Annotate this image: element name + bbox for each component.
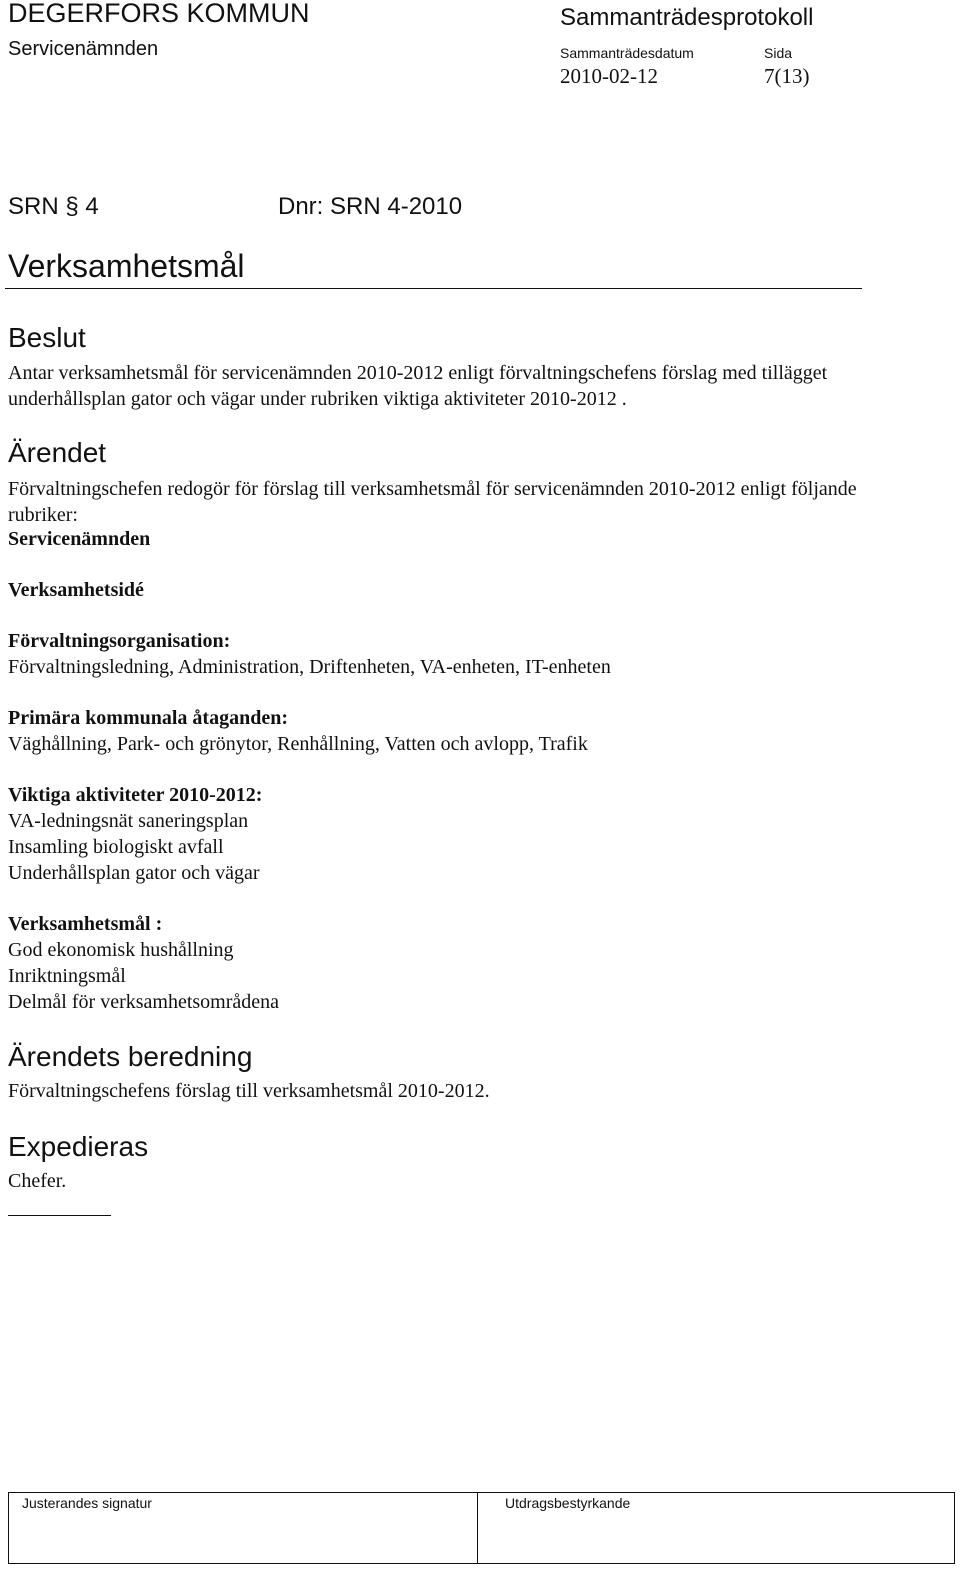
signature-label: Justerandes signatur <box>22 1495 152 1511</box>
end-divider <box>8 1215 111 1216</box>
title-divider <box>5 288 862 289</box>
page-label: Sida <box>764 45 793 61</box>
activity-item: VA-ledningsnät saneringsplan <box>8 810 249 832</box>
preparation-text: Förvaltningschefens förslag till verksamhetsmål 2010-2012. <box>8 1080 490 1102</box>
dispatch-heading: Expedieras <box>8 1131 149 1162</box>
organisation-text: Förvaltningsledning, Administration, Driftenheten, VA-enheten, IT-enheten <box>8 656 611 678</box>
committee-heading: Servicenämnden <box>8 528 151 550</box>
case-number: SRN § 4 <box>8 193 99 220</box>
goal-item: Inriktningsmål <box>8 965 126 987</box>
preparation-heading: Ärendets beredning <box>8 1041 253 1072</box>
vision-heading: Verksamhetsidé <box>8 579 144 601</box>
goal-item: God ekonomisk hushållning <box>8 939 234 961</box>
page-number: 7(13) <box>764 64 810 88</box>
organisation-heading: Förvaltningsorganisation: <box>8 630 231 652</box>
certification-label: Utdragsbestyrkande <box>505 1495 631 1511</box>
goals-heading: Verksamhetsmål : <box>8 913 163 935</box>
dispatch-text: Chefer. <box>8 1170 67 1192</box>
matter-heading: Ärendet <box>8 437 107 468</box>
matter-intro: Förvaltningschefen redogör för förslag till verksamhetsmål för servicenämnden 2010-2012 enligt följande rubriker: <box>8 478 857 526</box>
commitments-text: Väghållning, Park- och grönytor, Renhållning, Vatten och avlopp, Trafik <box>8 733 588 755</box>
decision-heading: Beslut <box>8 322 86 353</box>
activity-item: Underhållsplan gator och vägar <box>8 862 260 884</box>
activity-item: Insamling biologiskt avfall <box>8 836 224 858</box>
signature-box-divider <box>477 1492 478 1564</box>
committee-name: Servicenämnden <box>8 38 159 60</box>
document-type: Sammanträdesprotokoll <box>560 4 814 31</box>
meeting-date: 2010-02-12 <box>560 64 658 88</box>
diary-number: Dnr: SRN 4-2010 <box>278 193 463 220</box>
page-title: Verksamhetsmål <box>8 248 245 284</box>
commitments-heading: Primära kommunala åtaganden: <box>8 707 288 729</box>
activities-heading: Viktiga aktiviteter 2010-2012: <box>8 784 263 806</box>
date-label: Sammanträdesdatum <box>560 45 694 61</box>
decision-text: Antar verksamhetsmål för servicenämnden 2010-2012 enligt förvaltningschefens förslag med tillägget underhållsplan gator och vägar under rubriken viktiga aktiviteter 2010-2012 . <box>8 362 828 410</box>
organization-name: DEGERFORS KOMMUN <box>8 0 310 28</box>
goal-item: Delmål för verksamhetsområdena <box>8 991 280 1013</box>
